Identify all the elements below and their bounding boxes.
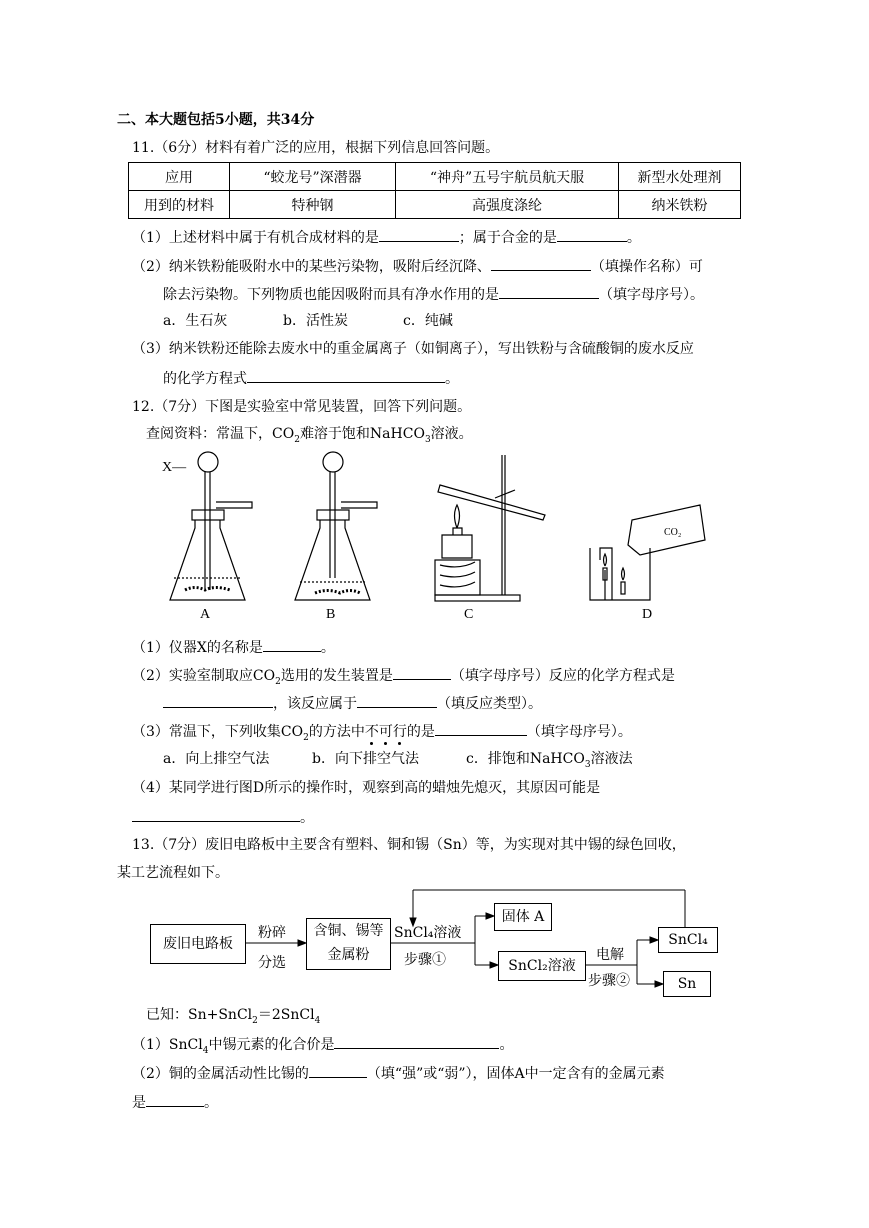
table-cell: 特种钢: [230, 191, 396, 219]
q12-p2-text: （2）实验室制取应CO: [132, 668, 276, 684]
q12-p3-text: 的是: [406, 724, 435, 740]
q13-p1-sub: 4: [202, 1045, 209, 1056]
flow-box-text: 金属粉: [327, 947, 370, 963]
table-cell: 用到的材料: [129, 191, 230, 219]
q13-p2-text: （2）铜的金属活动性比锡的: [132, 1066, 309, 1082]
q12-part4-line1: （4）某同学进行图D所示的操作时，观察到高的蜡烛先熄灭，其原因可能是: [132, 780, 601, 796]
q13-stem-line1: 13.（7分）废旧电路板中主要含有塑料、铜和锡（Sn）等，为实现对其中锡的绿色回收，: [132, 837, 686, 853]
ref-text: 溶液。: [430, 426, 473, 442]
q13-stem-line2: 某工艺流程如下。: [117, 865, 229, 881]
answer-blank[interactable]: [334, 1034, 499, 1049]
table-cell: “神舟”五号宇航员航天服: [396, 163, 619, 191]
option-text: c．排饱和NaHCO: [466, 751, 585, 767]
q12-p3-sub: 2: [303, 732, 309, 743]
emphasis-char: 可: [378, 724, 393, 740]
flow-box-sn: Sn: [663, 971, 711, 997]
q11-p2-text: 除去污染物。下列物质也能因吸附而具有净水作用的是: [163, 287, 499, 303]
q12-p3-text: （填字母序号）。: [526, 724, 632, 740]
option-sub: 3: [584, 759, 591, 770]
emphasis-char: 不: [364, 724, 379, 740]
q12-p3-option-b: b．向下排空气法: [312, 751, 419, 767]
q13-part1: [132, 1034, 513, 1060]
flow-step1-bottom: 步骤①: [404, 952, 446, 968]
label-b: B: [326, 607, 336, 622]
flow-step1-top: SnCl₄溶液: [394, 925, 462, 941]
q12-p2-text: （填字母序号）反应的化学方程式是: [450, 668, 675, 684]
q12-p3-option-a: a．向上排空气法: [163, 751, 270, 767]
q11-p2-text: （填字母序号）。: [599, 287, 704, 303]
q13-p1-text: 中锡元素的化合价是: [208, 1037, 335, 1053]
q11-p2-text: （2）纳米铁粉能吸附水中的某些污染物，吸附后经沉降、: [132, 259, 491, 275]
q12-p1-text: （1）仪器X的名称是: [132, 640, 263, 656]
known-text: ＝2SnCl: [257, 1007, 315, 1023]
table-cell: “蛟龙号”深潜器: [230, 163, 396, 191]
q13-p1-end: 。: [499, 1037, 514, 1053]
q13-p2-text: （填“强”或“弱”），固体A中一定含有的金属元素: [366, 1066, 665, 1082]
q12-p3-text: （3）常温下，下列收集CO: [132, 724, 304, 740]
q12-p2-text: 选用的发生装置是: [280, 668, 393, 684]
answer-blank[interactable]: [309, 1063, 367, 1078]
label-c: C: [464, 607, 474, 622]
q13-known: [146, 1006, 320, 1030]
label-a: A: [200, 607, 211, 622]
q11-p2-text: （填操作名称）可: [590, 259, 703, 275]
flow-arrow1-bottom: 分选: [258, 955, 286, 971]
q13-part2-line2: [132, 1092, 218, 1112]
ref-text: 难溶于饱和NaHCO: [299, 426, 425, 442]
label-co2: CO₂: [664, 527, 682, 538]
q11-p2-option-b: b．活性炭: [283, 313, 348, 329]
known-sub: 4: [314, 1015, 321, 1026]
ref-text: 查阅资料：常温下，CO: [146, 426, 295, 442]
q12-p3-text: 的方法中: [308, 724, 365, 740]
q12-p2-text: ，该反应属于: [273, 696, 357, 712]
q13-p2-text: 是: [132, 1095, 146, 1111]
q12-p1-end: 。: [320, 640, 335, 656]
flow-box-metal-powder: [306, 918, 391, 970]
q11-p3-end: 。: [445, 371, 459, 387]
flow-step2-bottom: 步骤②: [588, 973, 630, 989]
label-x: X—: [162, 460, 187, 475]
q11-p1-text: ；属于合金的是: [458, 230, 557, 246]
label-d: D: [642, 607, 653, 622]
option-text: 溶液法: [590, 751, 633, 767]
q12-p2-sub: 2: [275, 676, 281, 687]
q11-p1-text: （1）上述材料中属于有机合成材料的是: [132, 230, 379, 246]
q11-p2-option-a: a．生石灰: [163, 313, 228, 329]
flow-step2-top: 电解: [596, 947, 624, 963]
q12-stem: 12.（7分）下图是实验室中常见装置，回答下列问题。: [132, 399, 472, 415]
table-cell: 高强度涤纶: [396, 191, 619, 219]
q12-p2-text: （填反应类型）。: [437, 696, 542, 712]
flow-box-sncl4: SnCl₄: [658, 927, 718, 953]
ref-subscript: 3: [424, 434, 431, 445]
known-sub: 2: [252, 1015, 258, 1026]
q12-p4-end: 。: [300, 810, 314, 826]
answer-blank[interactable]: [146, 1092, 204, 1107]
flow-box-text: 含铜、锡等: [313, 923, 384, 939]
ref-subscript: 2: [294, 434, 300, 445]
q11-p1-end: 。: [626, 230, 641, 246]
flow-arrow1-top: 粉碎: [258, 925, 286, 941]
section-header: 二、本大题包括5小题，共34分: [117, 112, 315, 128]
q13-part2-line1: [132, 1063, 665, 1083]
q11-p2-option-c: c．纯碱: [403, 313, 453, 329]
q11-part3-line1: （3）纳米铁粉还能除去废水中的重金属离子（如铜离子），写出铁粉与含硫酸铜的废水反应: [132, 341, 694, 357]
flow-box-solid-a: 固体 A: [494, 903, 552, 931]
known-text: 已知：Sn+SnCl: [146, 1007, 253, 1023]
q13-p1-text: （1）SnCl: [132, 1037, 203, 1053]
q11-stem: 11.（6分）材料有着广泛的应用，根据下列信息回答问题。: [132, 140, 500, 156]
q13-p2-end: 。: [204, 1095, 218, 1111]
table-cell: 应用: [129, 163, 230, 191]
flow-box-sncl2: SnCl₂溶液: [498, 951, 586, 981]
emphasis-char: 行: [392, 724, 407, 740]
flow-box-circuit-board: 废旧电路板: [150, 924, 246, 964]
table-cell: 新型水处理剂: [619, 163, 741, 191]
table-cell: 纳米铁粉: [619, 191, 741, 219]
q11-p3-text: 的化学方程式: [163, 371, 247, 387]
